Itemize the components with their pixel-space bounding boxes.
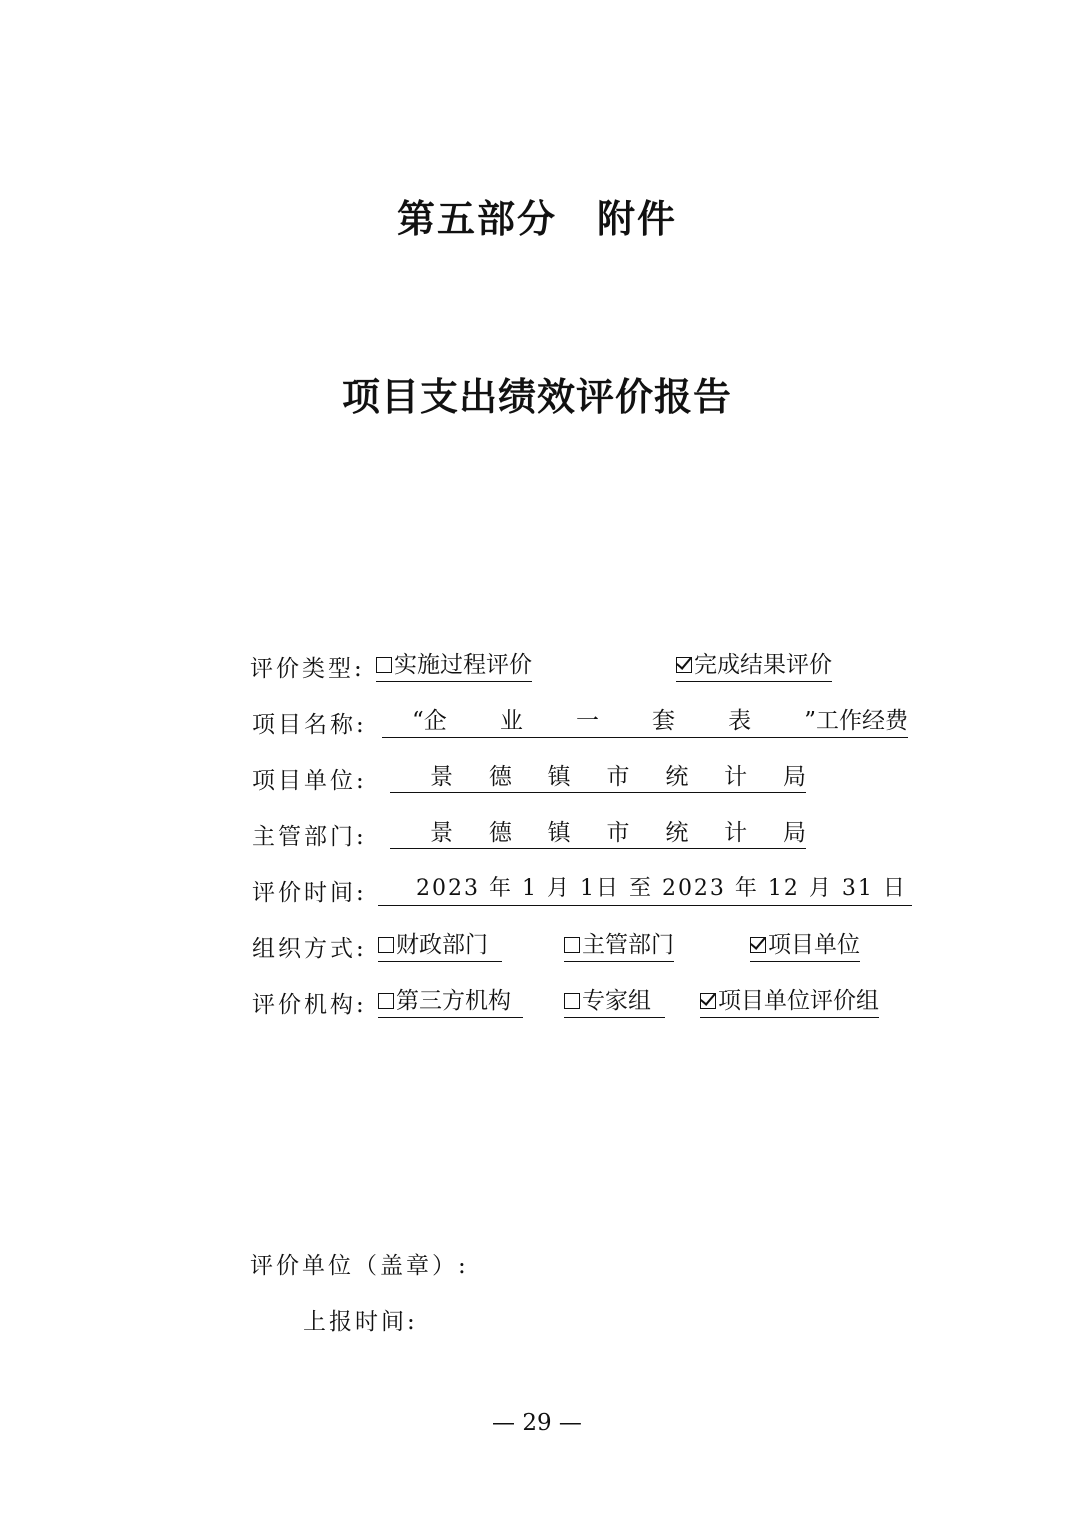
checkbox-icon (564, 993, 580, 1009)
checked-checkbox-icon (750, 937, 766, 953)
supervisor-label: 主管部门: (252, 824, 367, 850)
eval-type-label: 评价类型: (250, 656, 365, 682)
org-mode-option-supervisor[interactable]: 主管部门 (564, 930, 674, 962)
org-mode-option-unit[interactable]: 项目单位 (750, 930, 860, 962)
project-name-value: “企 业 一 套 表 ”工作经费 (382, 706, 908, 738)
checkbox-icon (376, 657, 392, 673)
report-title: 项目支出绩效评价报告 (341, 374, 732, 419)
eval-agency-option-third-party[interactable]: 第三方机构 (378, 986, 523, 1018)
eval-agency-label: 评价机构: (252, 992, 367, 1018)
eval-type-option-result[interactable]: 完成结果评价 (676, 650, 832, 682)
eval-time-value: 2023 年 1 月 1日 至 2023 年 12 月 31 日 (378, 874, 912, 906)
org-mode-option-finance[interactable]: 财政部门 (378, 930, 502, 962)
checkbox-icon (378, 993, 394, 1009)
checkbox-icon (564, 937, 580, 953)
checked-checkbox-icon (700, 993, 716, 1009)
supervisor-value: 景 德 镇 市 统 计 局 (390, 818, 806, 849)
seal-label: 评价单位（盖章）: (250, 1253, 469, 1279)
eval-agency-option-expert[interactable]: 专家组 (564, 986, 665, 1018)
project-name-label: 项目名称: (252, 712, 367, 738)
eval-time-label: 评价时间: (252, 880, 367, 906)
project-unit-label: 项目单位: (252, 768, 367, 794)
org-mode-label: 组织方式: (252, 936, 367, 962)
project-unit-value: 景 德 镇 市 统 计 局 (390, 762, 806, 793)
report-time-label: 上报时间: (303, 1309, 418, 1335)
eval-type-option-process[interactable]: 实施过程评价 (376, 650, 532, 682)
eval-agency-option-unit-group[interactable]: 项目单位评价组 (700, 986, 879, 1018)
checkbox-icon (378, 937, 394, 953)
page-number: — 29 — (492, 1410, 582, 1436)
part-title: 第五部分 附件 (396, 196, 677, 241)
checked-checkbox-icon (676, 657, 692, 673)
